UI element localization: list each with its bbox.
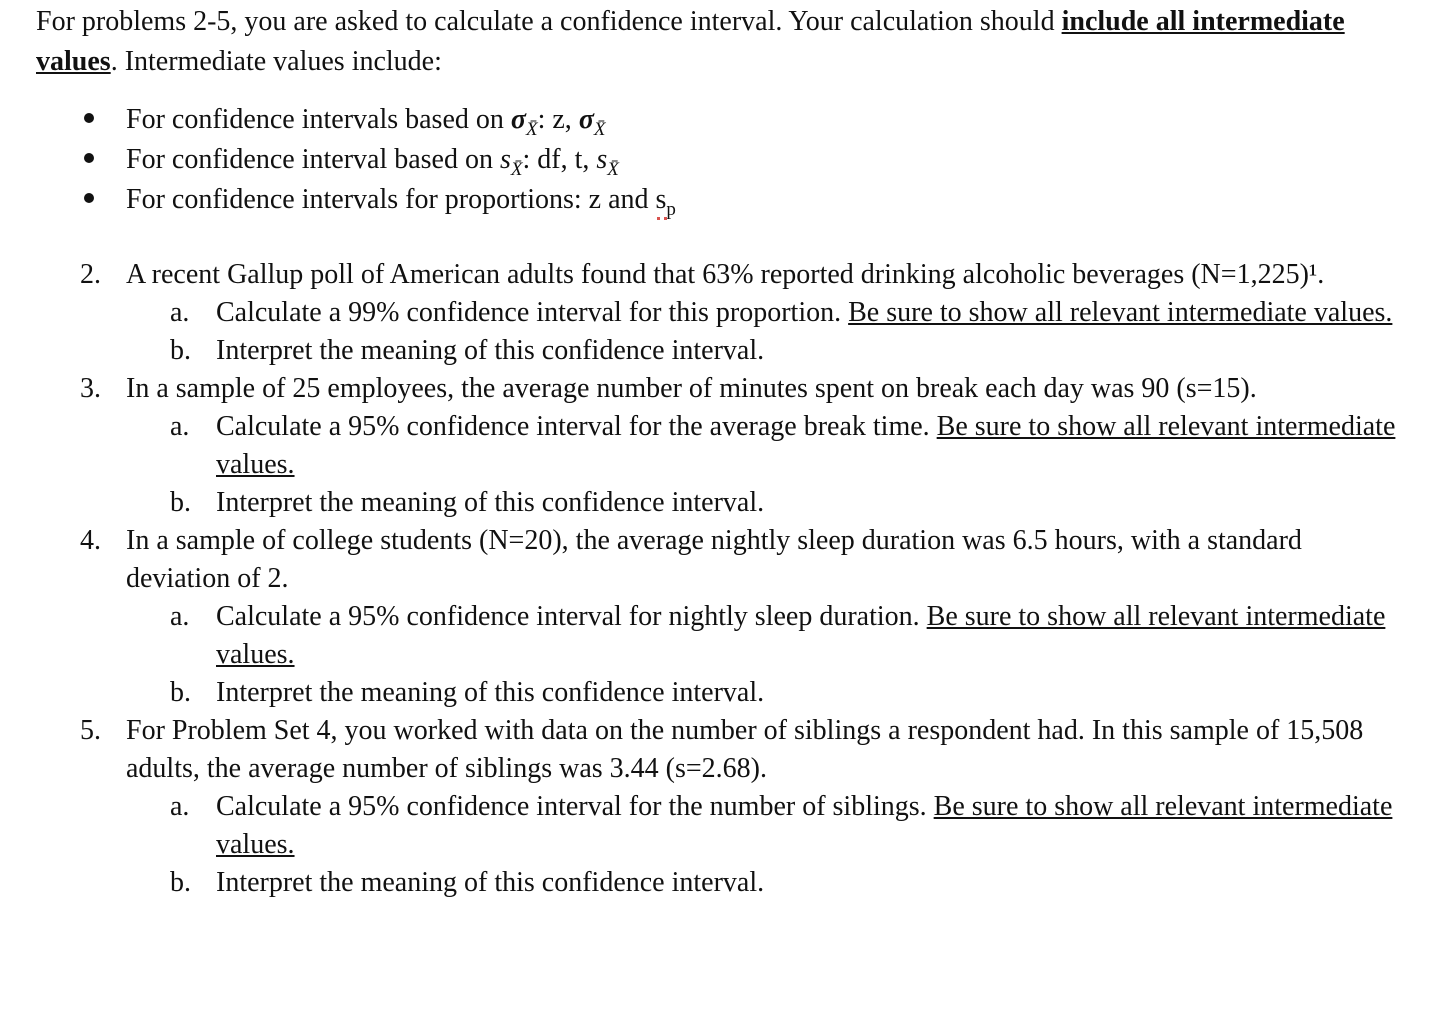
problem-4-part-a (0, 598, 1430, 674)
problem-5-part-a (0, 788, 1430, 864)
part-letter: a. (170, 601, 190, 632)
problem-2 (0, 256, 1430, 294)
part-text (216, 294, 1396, 332)
p-subscript: p (666, 199, 676, 220)
sigma-symbol: σ (578, 104, 594, 135)
spellcheck-mark (656, 181, 676, 222)
problem-3-part-b (0, 484, 1430, 522)
bullet-icon (84, 113, 94, 123)
part-letter: b. (170, 677, 191, 708)
part-letter: a. (170, 411, 190, 442)
intro-text-after: . Intermediate values include: (110, 46, 442, 77)
part-instruction: Calculate a 95% confidence interval for nightly sleep duration. (216, 601, 927, 632)
part-reminder: Be sure to show all relevant intermediate values. (216, 791, 1393, 860)
intro-paragraph (36, 2, 1416, 82)
problem-number: 3. (80, 373, 101, 404)
bullet-icon (84, 153, 94, 163)
problem-4-part-b (0, 674, 1430, 712)
bullet-item (0, 181, 1430, 221)
xbar-subscript: X̄ (607, 159, 619, 180)
part-instruction: Calculate a 99% confidence interval for this proportion. (216, 297, 849, 328)
intro-text-before: For problems 2-5, you are asked to calculate a confidence interval. Your calculation should (36, 6, 1062, 37)
part-reminder: Be sure to show all relevant intermediate values. (848, 297, 1393, 328)
intermediate-values-list (0, 101, 1430, 221)
s-symbol: s (499, 144, 511, 175)
xbar-subscript: X̄ (510, 159, 523, 180)
problem-3 (0, 370, 1430, 408)
bullet-prefix: For confidence interval based on (126, 144, 500, 175)
part-text (216, 598, 1396, 674)
problem-text: For Problem Set 4, you worked with data on the number of siblings a respondent had. In this sample of 15,508 adults, the average number of siblings was 3.44 (s=2.68). (126, 715, 1364, 784)
bullet-prefix: For confidence intervals for proportions: z and (126, 184, 656, 215)
bullet-item (0, 101, 1430, 141)
part-instruction: Calculate a 95% confidence interval for the number of siblings. (216, 791, 934, 822)
s-symbol: s (655, 184, 667, 215)
bullet-prefix: For confidence intervals based on (126, 104, 511, 135)
problem-text: A recent Gallup poll of American adults found that 63% reported drinking alcoholic beverages (N=1,225)¹. (126, 259, 1325, 290)
part-letter: a. (170, 791, 190, 822)
problem-5-part-b (0, 864, 1430, 902)
part-instruction: Interpret the meaning of this confidence interval. (216, 487, 765, 518)
bullet-icon (84, 193, 94, 203)
problem-number: 5. (80, 715, 101, 746)
bullet-item (0, 141, 1430, 181)
problem-3-part-a (0, 408, 1430, 484)
part-instruction: Interpret the meaning of this confidence interval. (216, 677, 765, 708)
bullet-text (126, 181, 676, 222)
part-instruction: Calculate a 95% confidence interval for the average break time. (216, 411, 937, 442)
part-instruction: Interpret the meaning of this confidence interval. (216, 867, 765, 898)
bullet-text (126, 141, 619, 182)
problem-number: 4. (80, 525, 101, 556)
part-instruction: Interpret the meaning of this confidence interval. (216, 335, 765, 366)
problem-number: 2. (80, 259, 101, 290)
problem-2-part-a (0, 294, 1430, 332)
problem-list (0, 256, 1430, 902)
sigma-symbol: σ (510, 104, 526, 135)
xbar-subscript: X̄ (525, 119, 538, 140)
problem-2-part-b (0, 332, 1430, 370)
problem-text: In a sample of 25 employees, the average number of minutes spent on break each day was 90 (s=15). (126, 373, 1257, 404)
intro-emphasis: include all intermediate values (36, 6, 1345, 77)
problem-5 (0, 712, 1430, 788)
part-letter: a. (170, 297, 190, 328)
bullet-mid: : df, t, (522, 144, 597, 175)
part-text (216, 408, 1396, 484)
problem-text: In a sample of college students (N=20), the average nightly sleep duration was 6.5 hours, with a standard deviation of 2. (126, 525, 1302, 594)
xbar-subscript: X̄ (593, 119, 606, 140)
part-letter: b. (170, 487, 191, 518)
s-symbol: s (596, 144, 608, 175)
bullet-mid: : z, (537, 104, 579, 135)
part-reminder: Be sure to show all relevant intermediate values. (216, 601, 1386, 670)
part-reminder: Be sure to show all relevant intermediate values. (216, 411, 1396, 480)
problem-4 (0, 522, 1430, 598)
part-text (216, 788, 1396, 864)
part-letter: b. (170, 335, 191, 366)
part-letter: b. (170, 867, 191, 898)
bullet-text (126, 101, 606, 142)
